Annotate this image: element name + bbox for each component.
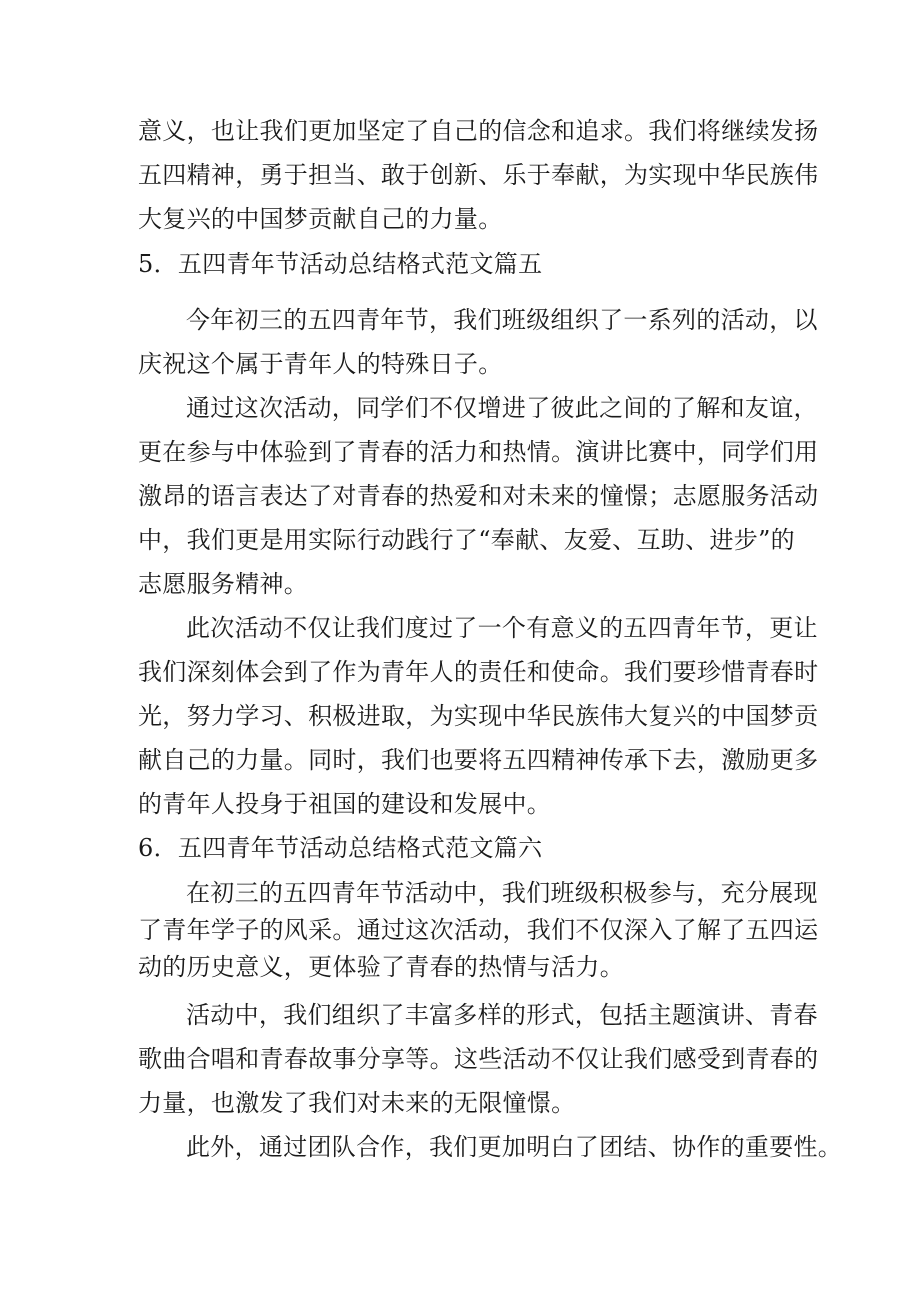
section-heading: 5．五四青年节活动总结格式范文篇五	[138, 250, 543, 278]
paragraph-line: 了青年学子的风采。通过这次活动，我们不仅深入了解了五四运	[138, 916, 819, 944]
paragraph-line: 我们深刻体会到了作为青年人的责任和使命。我们要珍惜青春时	[138, 658, 819, 686]
paragraph-line: 力量，也激发了我们对未来的无限憧憬。	[138, 1089, 576, 1117]
paragraph-line: 动的历史意义，更体验了青春的热情与活力。	[138, 953, 624, 981]
paragraph-line: 更在参与中体验到了青春的活力和热情。演讲比赛中，同学们用	[138, 438, 819, 466]
paragraph-line: 大复兴的中国梦贡献自己的力量。	[138, 205, 503, 233]
paragraph-line: 中，我们更是用实际行动践行了“奉献、友爱、互助、进步”的	[138, 526, 795, 554]
paragraph-line: 此外，通过团队合作，我们更加明白了团结、协作的重要性。	[186, 1133, 843, 1161]
paragraph-line: 歌曲合唱和青春故事分享等。这些活动不仅让我们感受到青春的	[138, 1045, 819, 1073]
paragraph-line: 在初三的五四青年节活动中，我们班级积极参与，充分展现	[186, 879, 818, 907]
paragraph-line: 庆祝这个属于青年人的特殊日子。	[138, 350, 503, 378]
paragraph-line: 今年初三的五四青年节，我们班级组织了一系列的活动，以	[186, 306, 818, 334]
paragraph-line: 志愿服务精神。	[138, 570, 309, 598]
section-heading: 6．五四青年节活动总结格式范文篇六	[138, 834, 543, 862]
paragraph-line: 此次活动不仅让我们度过了一个有意义的五四青年节，更让	[186, 614, 818, 642]
paragraph-line: 光，努力学习、积极进取，为实现中华民族伟大复兴的中国梦贡	[138, 702, 819, 730]
paragraph-line: 献自己的力量。同时，我们也要将五四精神传承下去，激励更多	[138, 746, 819, 774]
paragraph-line: 通过这次活动，同学们不仅增进了彼此之间的了解和友谊，	[186, 394, 818, 422]
paragraph-line: 活动中，我们组织了丰富多样的形式，包括主题演讲、青春	[186, 1001, 818, 1029]
paragraph-line: 意义，也让我们更加坚定了自己的信念和追求。我们将继续发扬	[138, 117, 819, 145]
paragraph-line: 激昂的语言表达了对青春的热爱和对未来的憧憬；志愿服务活动	[138, 482, 819, 510]
paragraph-line: 五四精神，勇于担当、敢于创新、乐于奉献，为实现中华民族伟	[138, 161, 819, 189]
paragraph-line: 的青年人投身于祖国的建设和发展中。	[138, 790, 552, 818]
